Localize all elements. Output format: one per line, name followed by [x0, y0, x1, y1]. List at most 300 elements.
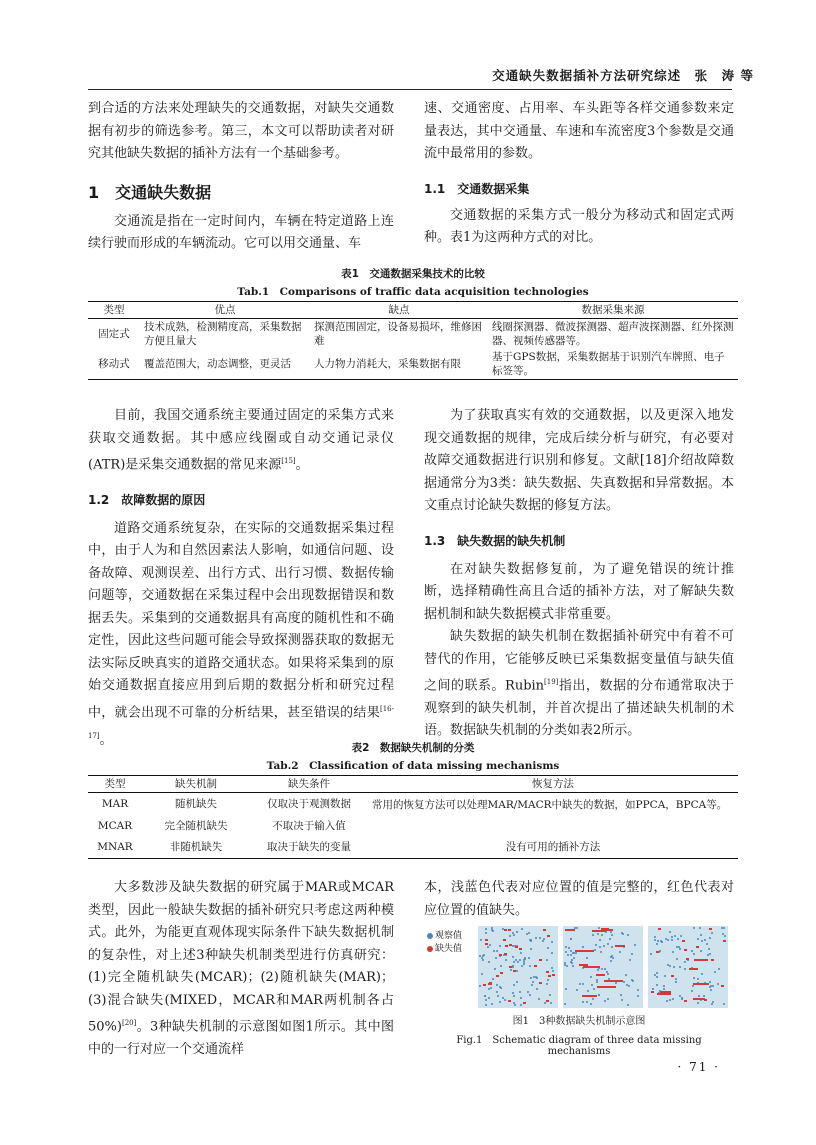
observed-point	[711, 932, 713, 934]
observed-point	[622, 933, 624, 935]
observed-point	[710, 989, 712, 991]
observed-point	[693, 977, 695, 979]
paragraph: 道路交通系统复杂，在实际的交通数据采集过程中，由于人为和自然因素法人影响，如通信问题、设备故障、观测误差、出行方式、出行习惯、数据传输问题等，交通数据在采集过程中会出现数据错误和数据丢失。采集到的交通数据具有高度的随机性和不确定性，因此这些问题可能会导致探测器获取的数据无法实际反映真实的道路交通状态。如果将采集到的原始交通数据直接应用到后期的数据分析和研究过程中，就会出现不可靠的分析结果，甚至错误的结果[16-17]。	[88, 520, 394, 747]
observed-point	[692, 985, 694, 987]
observed-point	[709, 953, 711, 955]
missing-point	[684, 1000, 687, 1002]
observed-point	[513, 961, 515, 963]
table-row	[88, 793, 738, 815]
missing-point	[539, 959, 542, 961]
observed-point	[484, 995, 486, 997]
observed-point	[512, 965, 514, 967]
observed-point	[516, 931, 518, 933]
observed-point	[621, 999, 623, 1001]
observed-point	[573, 957, 575, 959]
table-header: 缺失机制	[175, 778, 217, 790]
observed-point	[712, 985, 714, 987]
left-column-top	[88, 98, 394, 256]
observed-point	[519, 959, 521, 961]
observed-point	[499, 986, 501, 988]
missing-segment	[660, 991, 671, 993]
missing-point	[709, 928, 712, 930]
observed-point	[718, 968, 720, 970]
observed-point	[598, 994, 600, 996]
missing-segment	[604, 980, 623, 982]
observed-point	[547, 979, 549, 981]
observed-point	[601, 934, 603, 936]
observed-point	[623, 981, 625, 983]
missing-point	[534, 965, 537, 967]
observed-point	[535, 937, 537, 939]
legend-missing: 缺失值	[427, 941, 462, 954]
table-cell: 取决于缺失的变量	[267, 841, 351, 854]
observed-point	[494, 968, 496, 970]
missing-point	[489, 982, 492, 984]
observed-point	[657, 940, 659, 942]
observed-point	[539, 937, 541, 939]
observed-point	[703, 995, 705, 997]
observed-point	[629, 959, 631, 961]
observed-point	[521, 965, 523, 967]
observed-point	[502, 997, 504, 999]
observed-point	[671, 939, 673, 941]
observed-point	[693, 927, 695, 929]
observed-point	[496, 950, 498, 952]
paragraph: 大多数涉及缺失数据的研究属于MAR或MCAR类型，因此一般缺失数据的插补研究只考虑这两种模式。此外，为能更直观体现实际条件下缺失数据机制的复杂性，对上述3种缺失机制类型进行仿真研究：(1)完全随机缺失(MCAR)；(2)随机缺失(MAR)；(3)混合缺失(MIXED，MCAR和MAR两机制各占50%)[20]。3种缺失机制的示意图如图1所示。其中图中的一行对应一个交通流样	[88, 880, 394, 1057]
observed-point	[500, 965, 502, 967]
observed-point	[612, 957, 614, 959]
legend-observed: 观察值	[427, 928, 462, 941]
observed-point	[533, 976, 535, 978]
observed-point	[659, 950, 661, 952]
observed-point	[482, 959, 484, 961]
observed-point	[572, 952, 574, 954]
observed-point	[691, 950, 693, 952]
paragraph: 为了获取真实有效的交通数据，以及更深入地发现交通数据的规律，完成后续分析与研究，有必要对故障交通数据进行识别和修复。文献[18]介绍故障数据通常分为3类：缺失数据、失真数据和异常数据。本文重点讨论缺失数据的修复方法。	[424, 408, 734, 513]
observed-point	[568, 947, 570, 949]
figure1-panel-mar	[563, 926, 643, 1008]
observed-point	[547, 947, 549, 949]
missing-segment	[615, 945, 625, 947]
missing-point	[509, 966, 512, 968]
figure1-panel-mixed	[648, 926, 728, 1008]
missing-segment	[657, 993, 671, 995]
missing-point	[485, 939, 488, 941]
observed-point	[700, 950, 702, 952]
observed-point	[664, 975, 666, 977]
observed-point	[676, 958, 678, 960]
observed-point	[610, 960, 612, 962]
table1	[88, 301, 738, 380]
observed-point	[632, 980, 634, 982]
missing-segment	[596, 974, 605, 976]
right-column-middle	[424, 405, 734, 743]
missing-segment	[597, 986, 616, 988]
circle-icon	[427, 946, 433, 952]
table-cell: 随机缺失	[175, 797, 217, 810]
observed-point	[499, 945, 501, 947]
observed-point	[679, 948, 681, 950]
observed-point	[549, 994, 551, 996]
observed-point	[607, 973, 609, 975]
observed-point	[491, 929, 493, 931]
observed-point	[527, 991, 529, 993]
observed-point	[530, 948, 532, 950]
observed-point	[595, 944, 597, 946]
observed-point	[485, 932, 487, 934]
observed-point	[607, 943, 609, 945]
observed-point	[505, 959, 507, 961]
observed-point	[707, 954, 709, 956]
table-row	[88, 349, 738, 380]
observed-point	[604, 968, 606, 970]
observed-point	[675, 981, 677, 983]
observed-point	[663, 985, 665, 987]
figure1-caption-cn: 图1 3种数据缺失机制示意图	[512, 1016, 646, 1027]
missing-point	[546, 971, 549, 973]
observed-point	[565, 951, 567, 953]
missing-point	[509, 944, 512, 946]
paragraph: 交通数据的采集方式一般分为移动式和固定式两种。表1为这两种方式的对比。	[424, 207, 734, 245]
observed-point	[701, 973, 703, 975]
observed-point	[496, 984, 498, 986]
observed-point	[485, 999, 487, 1001]
table-row	[88, 837, 738, 859]
observed-point	[680, 935, 682, 937]
observed-point	[627, 1004, 629, 1006]
observed-point	[570, 961, 572, 963]
missing-point	[505, 945, 508, 947]
observed-point	[634, 944, 636, 946]
table-header: 缺失条件	[288, 778, 330, 790]
observed-point	[513, 934, 515, 936]
observed-point	[656, 943, 658, 945]
observed-point	[611, 946, 613, 948]
table-header: 类型	[103, 304, 125, 316]
missing-point	[500, 972, 503, 974]
observed-point	[526, 933, 528, 935]
observed-point	[610, 931, 612, 933]
missing-point	[504, 929, 507, 931]
observed-point	[481, 973, 483, 975]
table-header: 数据采集来源	[581, 304, 645, 316]
observed-point	[496, 991, 498, 993]
missing-point	[711, 959, 714, 961]
observed-point	[551, 941, 553, 943]
observed-point	[598, 927, 600, 929]
observed-point	[709, 937, 711, 939]
table-cell: 技术成熟，检测精度高，采集数据方便且量大	[144, 321, 302, 347]
missing-point	[513, 970, 516, 972]
observed-point	[516, 981, 518, 983]
table-header: 类型	[104, 778, 126, 790]
observed-point	[663, 988, 665, 990]
missing-point	[508, 929, 511, 931]
missing-segment	[583, 966, 600, 968]
observed-point	[485, 1004, 487, 1006]
observed-point	[676, 946, 678, 948]
observed-point	[697, 938, 699, 940]
observed-point	[499, 1001, 501, 1003]
observed-point	[654, 936, 656, 938]
observed-point	[704, 939, 706, 941]
table-cell: 基于GPS数据，采集数据基于识别汽车牌照、电子标签等。	[492, 351, 725, 377]
observed-point	[570, 938, 572, 940]
section-title-1-3: 1.3 缺失数据的缺失机制	[424, 533, 566, 548]
paragraph: 缺失数据的缺失机制在数据插补研究中有着不可替代的作用，它能够反映已采集数据变量值与缺失值之间的联系。Rubin[19]指出，数据的分布通常取决于观察到的缺失机制，并首次提出了描述缺失机制的术语。数据缺失机制的分类如表2所示。	[424, 629, 734, 739]
observed-point	[628, 985, 630, 987]
paragraph: 交通流是指在一定时间内，车辆在特定道路上连续行驶而形成的车辆流动。它可以用交通量、车	[88, 213, 394, 251]
paragraph: 本，浅蓝色代表对应位置的值是完整的，红色代表对应位置的值缺失。	[424, 880, 734, 918]
observed-point	[491, 1003, 493, 1005]
observed-point	[594, 949, 596, 951]
observed-point	[590, 1003, 592, 1005]
observed-point	[512, 932, 514, 934]
observed-point	[604, 1000, 606, 1002]
observed-point	[603, 945, 605, 947]
observed-point	[601, 968, 603, 970]
observed-point	[586, 1001, 588, 1003]
observed-point	[551, 967, 553, 969]
observed-point	[517, 961, 519, 963]
observed-point	[717, 983, 719, 985]
table-row	[88, 319, 738, 350]
observed-point	[490, 987, 492, 989]
observed-point	[523, 963, 525, 965]
observed-point	[700, 934, 702, 936]
observed-point	[480, 939, 482, 941]
observed-point	[697, 1002, 699, 1004]
observed-point	[650, 953, 652, 955]
observed-point	[521, 928, 523, 930]
table-header: 缺点	[388, 304, 410, 316]
missing-point	[508, 1000, 511, 1002]
missing-point	[496, 975, 499, 977]
observed-point	[654, 939, 656, 941]
missing-point	[539, 982, 542, 984]
table-cell: 非随机缺失	[169, 841, 223, 854]
missing-point	[696, 946, 699, 948]
observed-point	[592, 998, 594, 1000]
observed-point	[667, 964, 669, 966]
observed-point	[491, 927, 493, 929]
observed-point	[520, 952, 522, 954]
missing-segment	[689, 968, 698, 970]
observed-point	[666, 1000, 668, 1002]
observed-point	[504, 999, 506, 1001]
observed-point	[709, 986, 711, 988]
observed-point	[550, 1002, 552, 1004]
observed-point	[722, 933, 724, 935]
table-header: 恢复方法	[532, 778, 574, 790]
observed-point	[575, 952, 577, 954]
observed-point	[627, 934, 629, 936]
missing-point	[499, 954, 502, 956]
observed-point	[620, 994, 622, 996]
observed-point	[567, 954, 569, 956]
table2-caption-en: Tab.2 Classification of data missing mechanisms	[266, 760, 560, 772]
observed-point	[530, 977, 532, 979]
observed-point	[675, 978, 677, 980]
observed-point	[512, 992, 514, 994]
missing-point	[515, 946, 518, 948]
observed-point	[531, 984, 533, 986]
missing-point	[519, 948, 522, 950]
observed-point	[519, 991, 521, 993]
table-cell: 探测范围固定，设备易损坏，维修困难	[314, 321, 482, 347]
observed-point	[672, 998, 674, 1000]
observed-point	[546, 983, 548, 985]
observed-point	[552, 970, 554, 972]
missing-point	[543, 929, 546, 931]
observed-point	[528, 957, 530, 959]
observed-point	[669, 999, 671, 1001]
table-cell: 线圈探测器、微波探测器、超声波探测器、红外探测器、视频传感器等。	[492, 321, 734, 347]
table-cell: 人力物力消耗大，采集数据有限	[314, 358, 461, 370]
observed-point	[565, 988, 567, 990]
observed-point	[708, 948, 710, 950]
observed-point	[714, 971, 716, 973]
observed-point	[576, 989, 578, 991]
observed-point	[546, 959, 548, 961]
observed-point	[656, 972, 658, 974]
observed-point	[532, 981, 534, 983]
table-cell: MNAR	[97, 841, 133, 854]
table-cell: 常用的恢复方法可以处理MAR/MACR中缺失的数据，如PPCA，BPCA等。	[372, 799, 728, 811]
observed-point	[582, 946, 584, 948]
observed-point	[492, 978, 494, 980]
observed-point	[667, 939, 669, 941]
figure1-caption-en: Fig.1 Schematic diagram of three data missing mechanisms	[456, 1035, 702, 1057]
paragraph: 在对缺失数据修复前，为了避免错误的统计推断，选择精确性高且合适的插补方法，对了解缺失数据机制和缺失数据模式非常重要。	[424, 561, 734, 622]
table-cell: 完全随机缺失	[164, 819, 228, 832]
observed-point	[706, 943, 708, 945]
missing-segment	[565, 929, 575, 931]
observed-point	[520, 997, 522, 999]
observed-point	[679, 966, 681, 968]
section-title-1-2: 1.2 故障数据的原因	[88, 492, 206, 507]
observed-point	[488, 988, 490, 990]
observed-point	[591, 984, 593, 986]
missing-point	[503, 939, 506, 941]
observed-point	[529, 965, 531, 967]
observed-point	[698, 995, 700, 997]
observed-point	[607, 998, 609, 1000]
observed-point	[535, 976, 537, 978]
observed-point	[693, 953, 695, 955]
observed-point	[684, 961, 686, 963]
missing-segment	[693, 983, 709, 985]
observed-point	[592, 934, 594, 936]
table-cell: MAR	[101, 797, 129, 810]
observed-point	[564, 1003, 566, 1005]
table-cell: 没有可用的插补方法	[505, 841, 601, 854]
observed-point	[493, 950, 495, 952]
observed-point	[615, 982, 617, 984]
observed-point	[669, 965, 671, 967]
observed-point	[510, 969, 512, 971]
running-header: 交通缺失数据插补方法研究综述 张 涛 等	[492, 68, 754, 83]
observed-point	[542, 940, 544, 942]
missing-point	[504, 953, 507, 955]
observed-point	[489, 944, 491, 946]
observed-point	[487, 946, 489, 948]
observed-point	[699, 927, 701, 929]
observed-point	[488, 961, 490, 963]
observed-point	[599, 939, 601, 941]
observed-point	[481, 957, 483, 959]
observed-point	[565, 946, 567, 948]
observed-point	[625, 974, 627, 976]
observed-point	[711, 1003, 713, 1005]
observed-point	[652, 988, 654, 990]
observed-point	[572, 965, 574, 967]
observed-point	[536, 988, 538, 990]
observed-point	[672, 951, 674, 953]
observed-point	[661, 941, 663, 943]
observed-point	[597, 933, 599, 935]
observed-point	[513, 995, 515, 997]
missing-point	[721, 985, 724, 987]
observed-point	[597, 969, 599, 971]
observed-point	[516, 970, 518, 972]
observed-point	[637, 995, 639, 997]
observed-point	[544, 1002, 546, 1004]
table-cell: MCAR	[97, 819, 133, 832]
observed-point	[669, 931, 671, 933]
observed-point	[671, 936, 673, 938]
missing-point	[723, 940, 726, 942]
right-column-top	[424, 98, 734, 250]
observed-point	[485, 928, 487, 930]
missing-point	[682, 940, 685, 942]
observed-point	[684, 968, 686, 970]
observed-point	[596, 981, 598, 983]
missing-point	[656, 951, 659, 953]
observed-point	[497, 995, 499, 997]
observed-point	[495, 957, 497, 959]
missing-point	[671, 975, 674, 977]
observed-point	[512, 956, 514, 958]
observed-point	[587, 990, 589, 992]
observed-point	[656, 976, 658, 978]
missing-point	[483, 984, 486, 986]
observed-point	[593, 988, 595, 990]
table-cell: 覆盖范围大，动态调整，更灵活	[144, 358, 291, 370]
observed-point	[723, 1003, 725, 1005]
left-column-bottom	[88, 877, 394, 1061]
paragraph: 目前，我国交通系统主要通过固定的采集方式来获取交通数据。其中感应线圈或自动交通记录仪(ATR)是采集交通数据的常见来源[15]。	[88, 408, 394, 473]
observed-point	[701, 940, 703, 942]
observed-point	[723, 927, 725, 929]
observed-point	[538, 998, 540, 1000]
table-cell: 移动式	[98, 358, 130, 370]
observed-point	[579, 983, 581, 985]
observed-point	[712, 1001, 714, 1003]
missing-segment	[694, 959, 708, 961]
observed-point	[673, 966, 675, 968]
observed-point	[582, 983, 584, 985]
table-cell: 仅取决于观测数据	[267, 797, 351, 810]
missing-point	[684, 949, 687, 951]
observed-point	[709, 981, 711, 983]
observed-point	[697, 978, 699, 980]
observed-point	[551, 952, 553, 954]
observed-point	[524, 957, 526, 959]
missing-point	[552, 974, 555, 976]
missing-segment	[575, 950, 594, 952]
observed-point	[514, 1004, 516, 1006]
